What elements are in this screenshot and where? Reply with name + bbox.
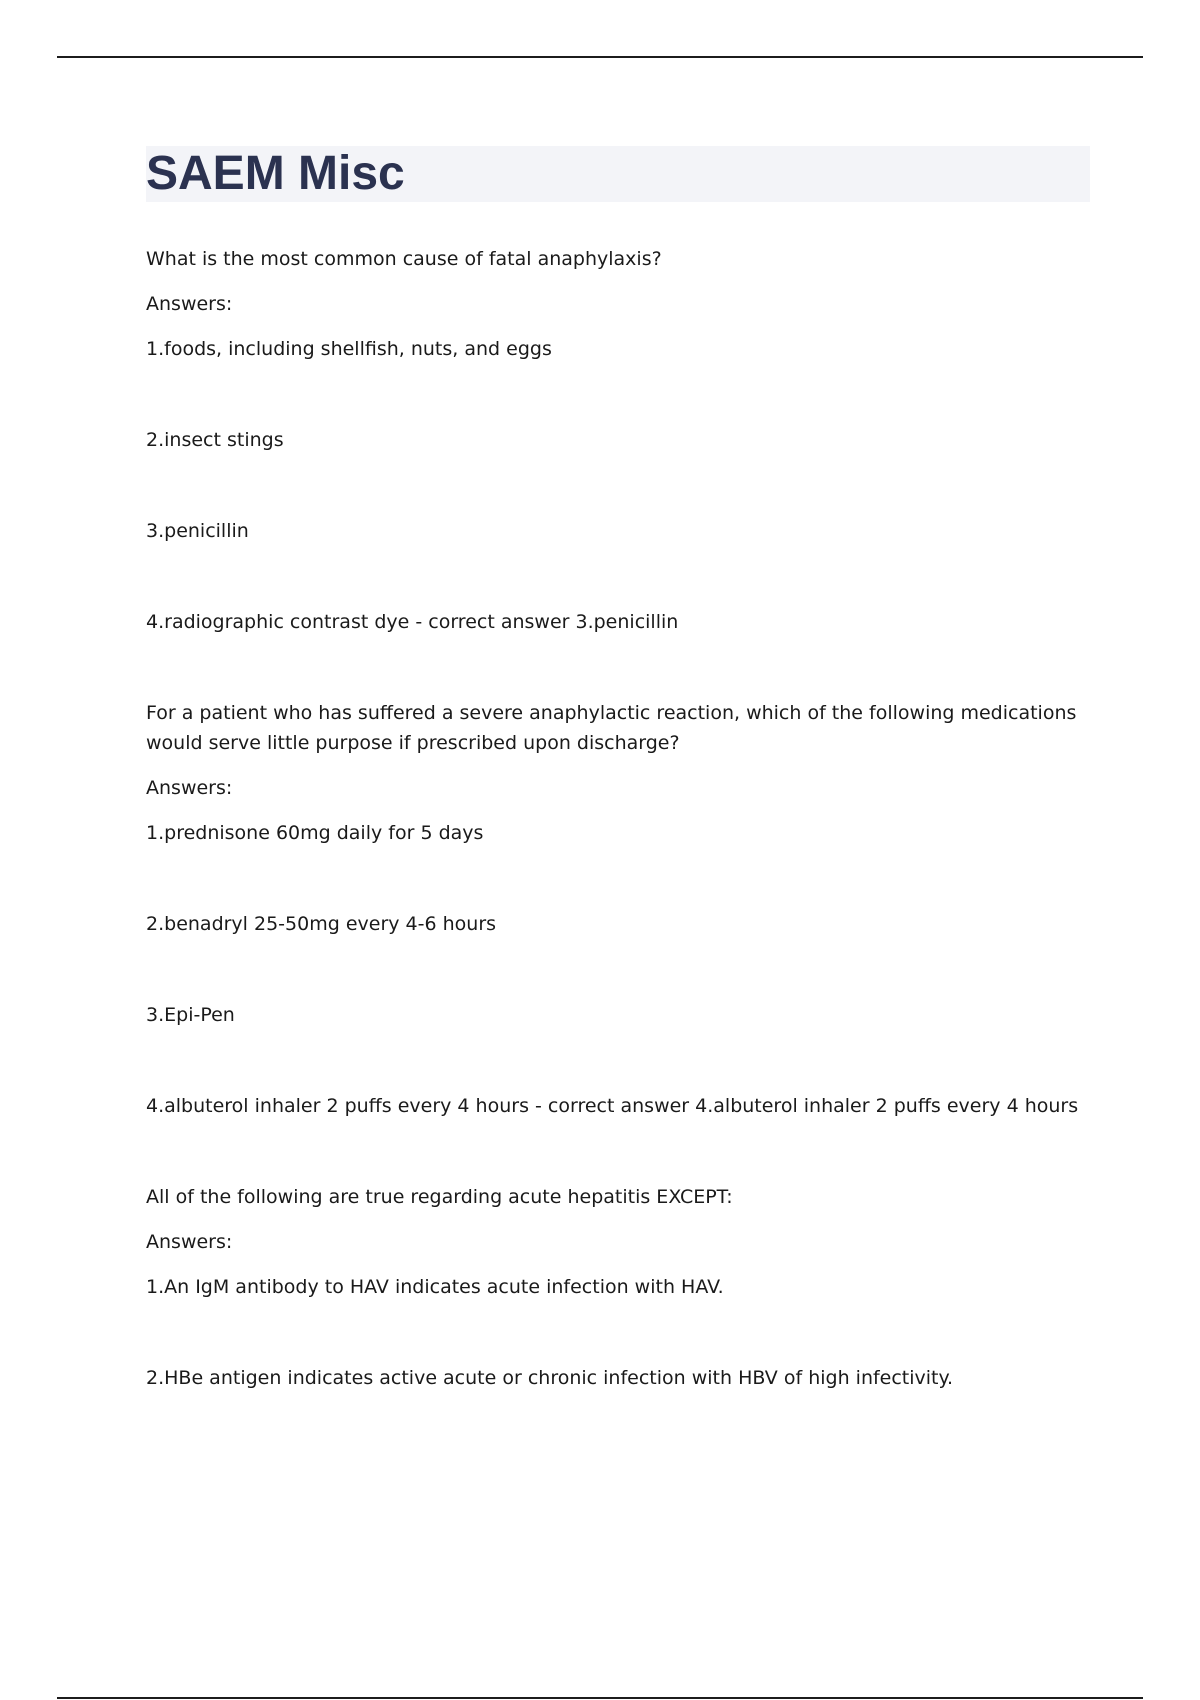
footer-rule <box>57 1697 1143 1699</box>
answer-option: 1.foods, including shellfish, nuts, and eggs <box>146 338 552 360</box>
answer-option: 4.albuterol inhaler 2 puffs every 4 hours - correct answer 4.albuterol inhaler 2 puffs every 4 hours <box>146 1095 1079 1117</box>
answers-label: Answers: <box>146 1231 233 1253</box>
answer-option: 2.HBe antigen indicates active acute or chronic infection with HBV of high infectivity. <box>146 1367 954 1389</box>
question-text: For a patient who has suffered a severe anaphylactic reaction, which of the following medications would serve little purpose if prescribed upon discharge? <box>146 702 1083 754</box>
question-block <box>146 1182 1090 1393</box>
answer-option: 1.An IgM antibody to HAV indicates acute infection with HAV. <box>146 1276 724 1298</box>
answers-label: Answers: <box>146 777 233 799</box>
question-text: All of the following are true regarding acute hepatitis EXCEPT: <box>146 1186 733 1208</box>
answer-option: 4.radiographic contrast dye - correct answer 3.penicillin <box>146 611 679 633</box>
answer-option: 3.penicillin <box>146 520 249 542</box>
answer-option: 2.insect stings <box>146 429 284 451</box>
answer-option: 1.prednisone 60mg daily for 5 days <box>146 822 484 844</box>
question-text: What is the most common cause of fatal anaphylaxis? <box>146 248 662 270</box>
document-body <box>146 244 1090 1454</box>
answer-option: 2.benadryl 25-50mg every 4-6 hours <box>146 913 497 935</box>
answer-option: 3.Epi-Pen <box>146 1004 235 1026</box>
page-title: SAEM Misc <box>146 147 405 200</box>
header-rule <box>57 56 1143 58</box>
answers-label: Answers: <box>146 293 233 315</box>
title-banner <box>146 146 1090 202</box>
question-block <box>146 698 1090 1121</box>
question-block <box>146 244 1090 637</box>
